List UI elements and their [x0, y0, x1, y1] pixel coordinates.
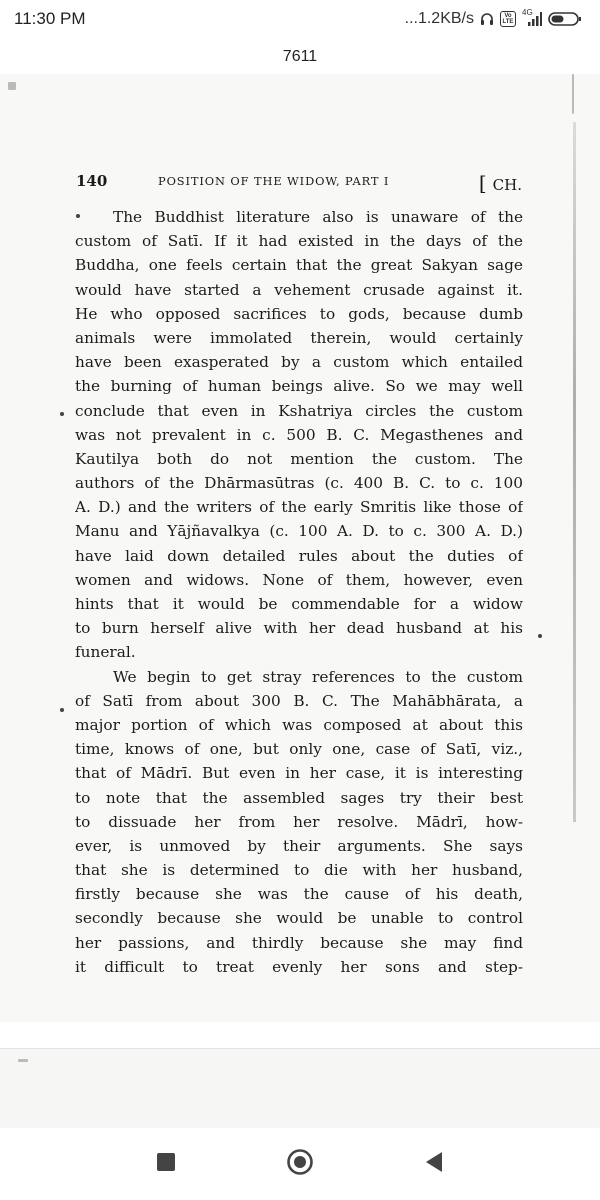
page-running-header — [76, 170, 526, 194]
text-line: time, knows of one, but only one, case of Satī, viz., — [75, 740, 523, 759]
volte-icon — [500, 11, 516, 27]
back-button[interactable] — [412, 1142, 456, 1186]
text-line: major portion of which was composed at about this — [75, 715, 523, 734]
text-line: hints that it would be commendable for a widow — [75, 595, 523, 613]
next-page-preview[interactable] — [0, 1048, 600, 1129]
text-line: Manu and Yājñavalkya (c. 100 A. D. to c. 300 A. D.) — [75, 522, 523, 541]
text-line: The Buddhist literature also is unaware of the — [113, 208, 523, 226]
running-title: POSITION OF THE WIDOW, PART I — [158, 174, 390, 188]
margin-dot — [60, 412, 64, 416]
text-line: conclude that even in Kshatriya circles the custom — [75, 401, 523, 420]
signal-icon — [522, 8, 542, 27]
margin-dot — [60, 708, 64, 712]
text-line: animals were immolated therein, would certainly — [75, 328, 523, 347]
network-type-label: 4G — [522, 8, 533, 17]
scan-edge-shadow — [573, 122, 576, 822]
chapter-bracket: [ — [478, 171, 487, 195]
status-time: 11:30 PM — [14, 9, 86, 28]
volte-label: Vo LTE — [502, 13, 514, 25]
text-line: We begin to get stray references to the custom — [113, 667, 523, 686]
text-line: secondly because she would be unable to control — [75, 909, 523, 928]
text-line: that she is determined to die with her husband, — [75, 861, 523, 880]
text-line: that of Mādrī. But even in her case, it is interesting — [75, 764, 523, 783]
text-line: to note that the assembled sages try their best — [75, 788, 523, 807]
text-line: women and widows. None of them, however, even — [75, 570, 523, 589]
status-indicators — [405, 10, 582, 28]
battery-icon — [548, 11, 582, 27]
page-number: 140 — [76, 172, 108, 190]
text-line: custom of Satī. If it had existed in the days of the — [75, 232, 523, 251]
triangle-back-icon — [424, 1151, 444, 1177]
text-line: her passions, and thirdly because she may find — [75, 933, 523, 952]
recents-button[interactable] — [144, 1142, 188, 1186]
text-line: to burn herself alive with her dead husband at his — [75, 619, 523, 638]
scan-speck — [18, 1059, 28, 1062]
margin-dot — [538, 634, 542, 638]
text-line: have been exasperated by a custom which entailed — [75, 353, 523, 372]
text-line: ever, is unmoved by their arguments. She says — [75, 836, 523, 855]
text-line: it difficult to treat evenly her sons and step- — [75, 957, 523, 976]
text-line: funeral. — [75, 643, 136, 662]
home-button[interactable] — [278, 1142, 322, 1186]
chapter-abbr: CH. — [492, 176, 522, 194]
text-line: Buddha, one feels certain that the great Sakyan sage — [75, 256, 523, 275]
status-bar — [0, 0, 600, 38]
text-line: have laid down detailed rules about the duties of — [75, 546, 523, 565]
net-speed: ...1.2KB/s — [404, 10, 474, 27]
page-gap — [0, 1022, 600, 1048]
scan-speck — [8, 82, 16, 90]
text-line: firstly because she was the cause of his death, — [75, 885, 523, 904]
text-line: A. D.) and the writers of the early Smritis like those of — [75, 498, 523, 517]
page-body-text — [75, 205, 523, 979]
text-line: of Satī from about 300 B. C. The Mahābhārata, a — [75, 691, 523, 710]
text-line: to dissuade her from her resolve. Mādrī, how- — [75, 812, 523, 831]
square-recents-icon — [156, 1152, 176, 1176]
document-title-bar — [0, 40, 600, 74]
text-line: the burning of human beings alive. So we may well — [75, 377, 523, 396]
text-line: Kautilya both do not mention the custom. The — [75, 449, 523, 468]
text-line: would have started a vehement crusade against it. — [75, 280, 523, 299]
scanned-page[interactable] — [0, 74, 600, 1022]
chapter-marker — [479, 171, 522, 195]
text-line: He who opposed sacrifices to gods, because dumb — [75, 304, 523, 323]
text-line: was not prevalent in c. 500 B. C. Megasthenes and — [75, 425, 523, 444]
android-nav-bar — [0, 1128, 600, 1200]
circle-home-icon — [286, 1148, 314, 1180]
headphones-icon — [480, 12, 494, 26]
scan-speck — [572, 74, 574, 114]
document-title: 7611 — [282, 48, 318, 65]
text-line: authors of the Dhārmasūtras (c. 400 B. C. to c. 100 — [75, 474, 523, 493]
